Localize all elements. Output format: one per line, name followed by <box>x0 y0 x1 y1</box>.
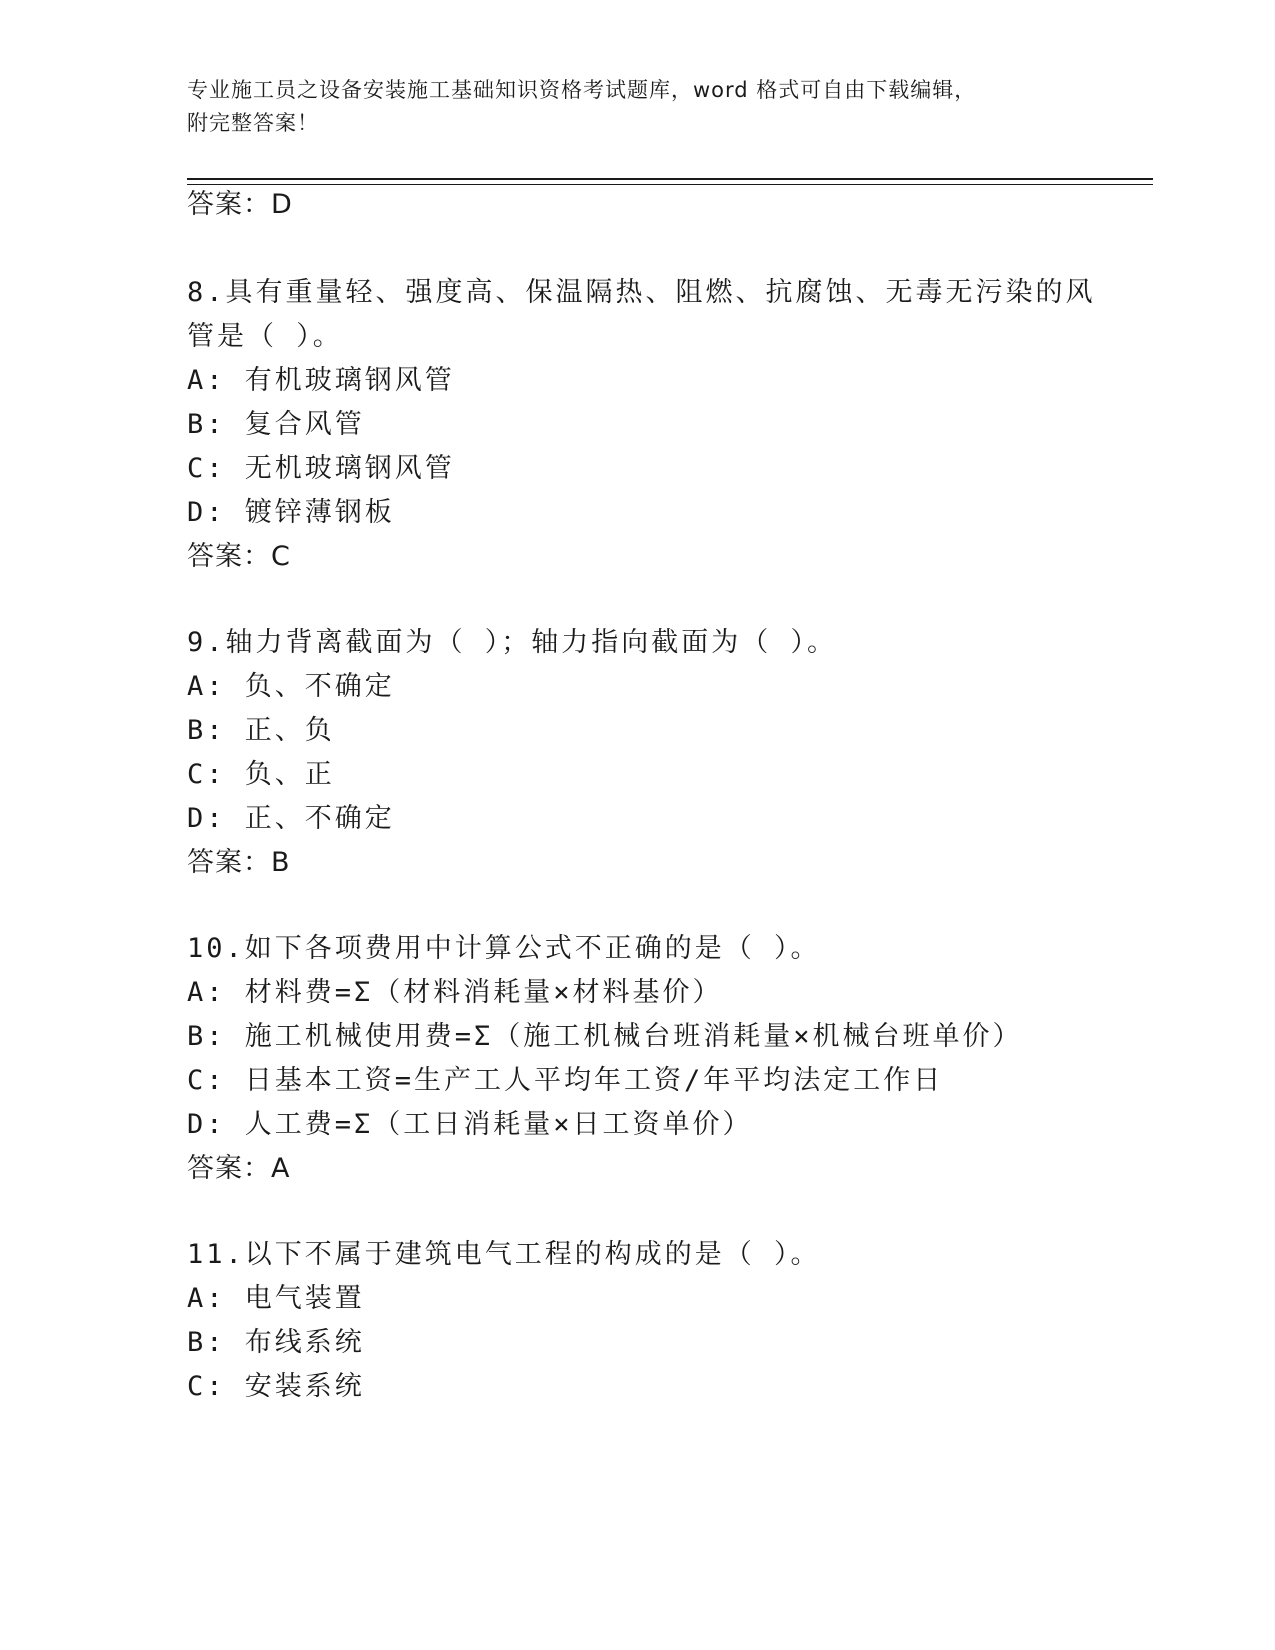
question-9-stem: 9.轴力背离截面为（ ）；轴力指向截面为（ ）。 <box>187 627 838 658</box>
question-11-option-a: A: 电气装置 <box>187 1283 365 1314</box>
question-8-option-d: D: 镀锌薄钢板 <box>187 497 395 528</box>
question-8-stem-line-1: 8.具有重量轻、强度高、保温隔热、阻燃、抗腐蚀、无毒无污染的风 <box>187 277 1096 308</box>
question-8-answer: 答案：C <box>187 541 291 572</box>
header-divider <box>187 178 1153 185</box>
question-8-option-a: A: 有机玻璃钢风管 <box>187 365 455 396</box>
question-11-stem: 11.以下不属于建筑电气工程的构成的是（ ）。 <box>187 1239 821 1270</box>
question-11-option-c: C: 安装系统 <box>187 1371 365 1402</box>
header-line-2: 附完整答案！ <box>187 111 319 135</box>
header-line-1: 专业施工员之设备安装施工基础知识资格考试题库，word 格式可自由下载编辑， <box>187 78 977 102</box>
question-10-option-a: A: 材料费=Σ（材料消耗量×材料基价） <box>187 977 723 1008</box>
question-8-option-b: B: 复合风管 <box>187 409 365 440</box>
question-9-option-b: B: 正、负 <box>187 715 335 746</box>
question-10-option-c: C: 日基本工资=生产工人平均年工资/年平均法定工作日 <box>187 1065 944 1096</box>
question-8-stem-line-2: 管是（ ）。 <box>187 321 343 352</box>
question-9-option-a: A: 负、不确定 <box>187 671 395 702</box>
question-10-answer: 答案：A <box>187 1153 291 1184</box>
question-9-option-d: D: 正、不确定 <box>187 803 395 834</box>
question-9-answer: 答案：B <box>187 847 291 878</box>
question-9-option-c: C: 负、正 <box>187 759 335 790</box>
answer-previous: 答案：D <box>187 189 293 220</box>
question-10-stem: 10.如下各项费用中计算公式不正确的是（ ）。 <box>187 933 821 964</box>
document-header <box>187 74 1067 140</box>
question-11-option-b: B: 布线系统 <box>187 1327 365 1358</box>
question-10-option-d: D: 人工费=Σ（工日消耗量×日工资单价） <box>187 1109 753 1140</box>
question-10-option-b: B: 施工机械使用费=Σ（施工机械台班消耗量×机械台班单价） <box>187 1021 1023 1052</box>
question-8-option-c: C: 无机玻璃钢风管 <box>187 453 455 484</box>
